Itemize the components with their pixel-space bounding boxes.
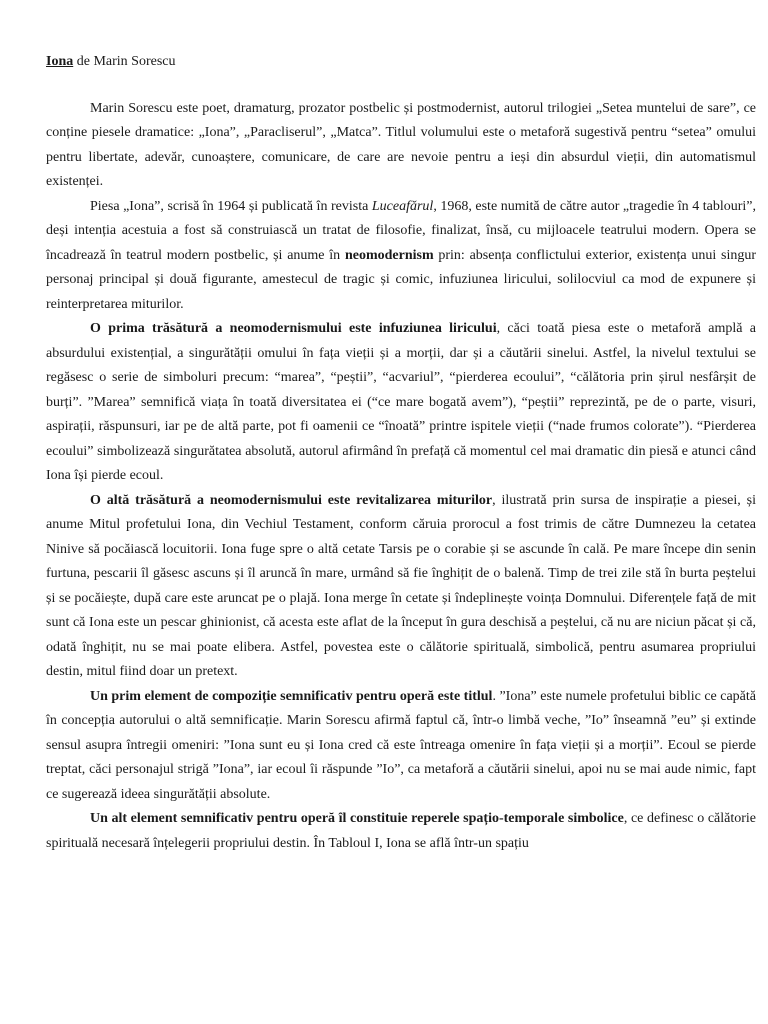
text-run: , căci toată piesa este o metaforă amplă a absurdului existențial, a singurătății omului în fața vieții și a morții, dar și a căutării sinelui. Astfel, la nivelul textului se regăsesc o serie de simboluri precum: “marea”, “peștii”, “acvariul”, “pierderea ecoului”, “călătoria prin șirul nesfârșit de burți”. ”Marea” semnifică viața în toată diversitatea ei (“ce mare bogată avem”), “peștii” reprezintă, pe de o parte, visuri, aspirații, răspunsuri, iar pe de altă parte, pot fi oamenii ce “înoată” printre ispitele vieții (“nade frumos colorate”). “Pierderea ecoului” simbolizează singurătatea absolută, autorul afirmând în prefață că momentul cel mai dramatic din piesă e atunci când Iona își pierde ecoul. (46, 321, 756, 483)
document-title (46, 50, 756, 75)
bold-phrase: Un prim element de compoziție semnificativ pentru operă este titlul (90, 688, 493, 704)
bold-phrase: O prima trăsătură a neomodernismului este infuziunea liricului (90, 321, 497, 336)
paragraph (46, 317, 756, 489)
text-run: , ce definesc o călătorie spirituală necesară înțelegerii propriului destin. În Tabloul I, Iona se află într-un spațiu (46, 811, 757, 851)
paragraph (46, 97, 756, 195)
text-run: , 1968, este numită de către autor „tragedie în 4 tablouri”, deși intenția acestuia a fost să construiască un tratat de filosofie, finalizat, însă, cu mijloacele teatrului modern. Opera se încadrează în teatrul modern postbelic, și anume în (46, 198, 756, 263)
bold-phrase: Un alt element semnificativ pentru operă îl constituie reperele spațio-temporale simbolice (90, 811, 624, 826)
text-run: , ilustrată prin sursa de inspirație a piesei, și anume Mitul profetului Iona, din Vechiul Testament, conform căruia prorocul a fost trimis de către Dumnezeu la cetatea Ninive să pocăiască locuitorii. Iona fuge spre o altă cetate Tarsis pe o corabie și se ascunde în cală. Pe mare începe din senin furtuna, pescarii îl găsesc ascuns și îl aruncă în mare, urmând să fie înghițit de o balenă. Timp de trei zile stă în burta peștelui și se pocăiește, după care este aruncat pe o plajă. Iona merge în cetate și îndeplinește voința Domnului. Diferențele față de mit sunt că Iona este un pescar ghinionist, că acesta este aflat de la început în gura deschisă a peștelui, că nu are niciun păcat și că, odată înghițit, nu se mai poate elibera. Astfel, povestea este o călătorie spirituală, simbolică, pentru asumarea propriului destin, mitul fiind doar un pretext. (46, 492, 756, 679)
document-body (46, 97, 756, 857)
work-title: Iona (46, 54, 74, 69)
paragraph (46, 195, 756, 318)
paragraph (46, 807, 756, 856)
text-run: Marin Sorescu este poet, dramaturg, prozator postbelic și postmodernist, autorul trilogiei „Setea muntelui de sare”, ce conține piesele dramatice: „Iona”, „Paracliserul”, „Matca”. Titlul volumului este o metaforă sugestivă pentru “setea” omului pentru libertate, adevăr, cunoaștere, comunicare, de care are nevoie pentru a ieși din absurdul vieții, din automatismul existenței. (46, 100, 756, 189)
text-run: . ”Iona” este numele profetului biblic ce capătă în concepția autorului o altă semnificație. Marin Sorescu afirmă faptul că, într-o limbă veche, ”Io” înseamnă ”eu” și extinde sensul asupra întregii omeniri: ”Iona sunt eu și Iona cred că este întreaga omenire în fața vieții și a morții”. Ecoul se pierde treptat, căci personajul strigă ”Iona”, iar ecoul îi răspunde ”Io”, ca metaforă a căutării sinelui, apoi nu se mai aude nimic, fapt ce sugerează ideea singurătății absolute. (46, 688, 756, 802)
bold-phrase: O altă trăsătură a neomodernismului este revitalizarea miturilor (90, 492, 493, 508)
paragraph (46, 685, 756, 808)
italic-phrase: Luceafărul (371, 198, 434, 214)
bold-phrase: neomodernism (344, 247, 434, 263)
paragraph (46, 489, 756, 685)
author-line: de Marin Sorescu (73, 54, 176, 69)
text-run: Piesa „Iona”, scrisă în 1964 și publicată în revista (90, 198, 372, 214)
text-run: prin: absența conflictului exterior, existența unui singur personaj principal și două figurante, amestecul de tragic și comic, infuziunea liricului, solilocviul ca mod de expunere și reinterpretarea miturilor. (46, 247, 757, 312)
